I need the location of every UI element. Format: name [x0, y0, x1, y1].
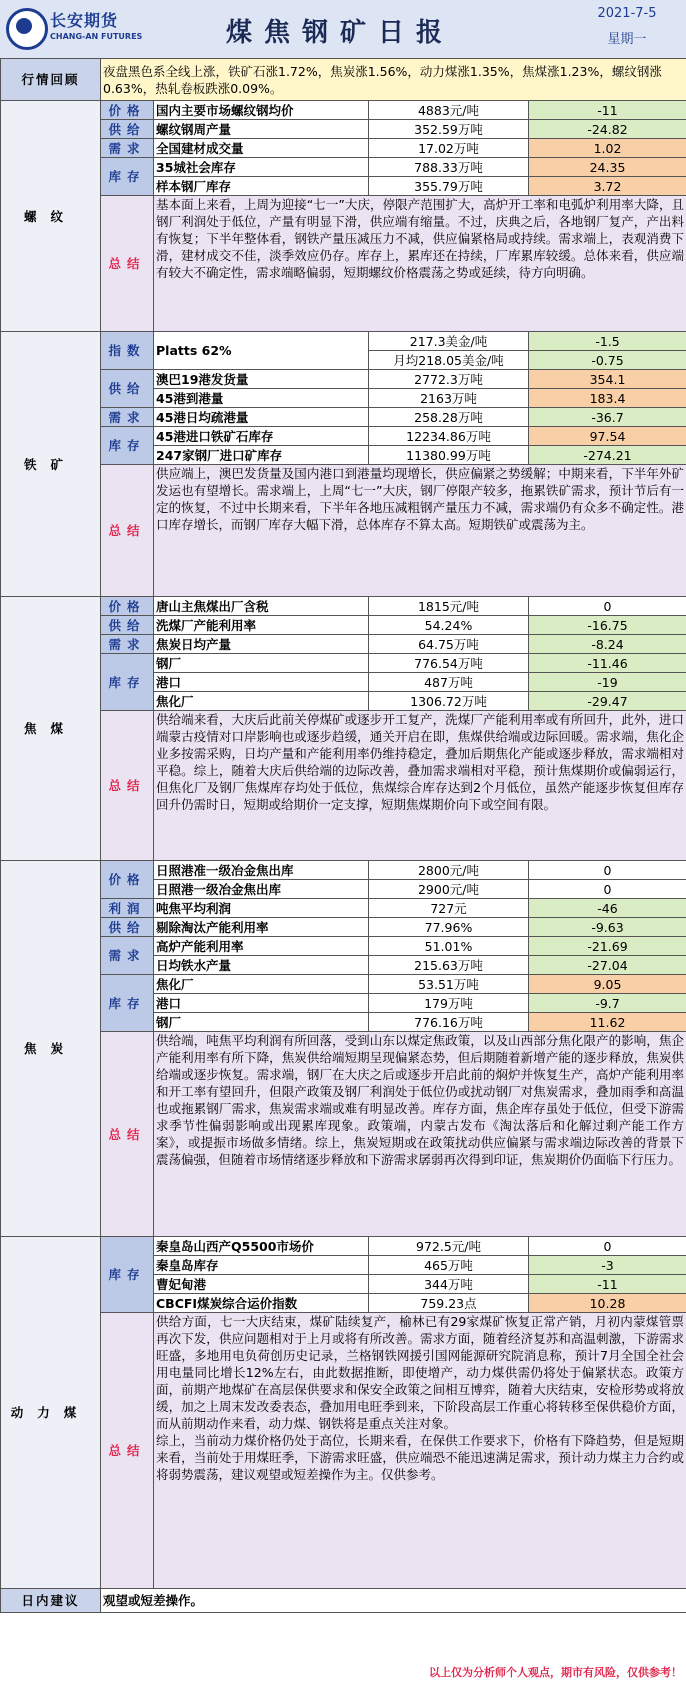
- rebar-summary-row: [1, 196, 686, 332]
- iron_ore-row: [1, 427, 686, 446]
- coke-indicator-value: 77.96%: [369, 918, 529, 937]
- coking_coal-summary-text: 供给端来看，大庆后此前关停煤矿或逐步开工复产，洗煤厂产能利用率或有所回升，此外，进口端蒙古疫情对口岸影响也或逐步趋缓，通关开启在即，焦煤供给端或边际回暖。需求端，焦化企业多按需采购，日均产量和产能利用率仍维持稳定，叠加后期焦化产能或逐步释放，需求端相对平稳。综上，随着大庆后供给端的边际改善，叠加需求端相对平稳，预计焦煤期价或偏弱运行，但焦化厂及钢厂焦煤库存均处于低位，焦煤综合库存达到2个月低位，虽然产能逐步恢复但库存回升仍需时日，短期或给期价一定支撑，短期焦煤期价向下或空间有限。: [154, 711, 686, 861]
- coking_coal-indicator-change: -8.24: [529, 635, 686, 654]
- iron_ore-category-label: 指数: [101, 332, 154, 370]
- coke-indicator-name: 高炉产能利用率: [154, 937, 369, 956]
- coking_coal-row: [1, 654, 686, 673]
- iron_ore-indicator-value: 217.3美金/吨: [369, 332, 529, 351]
- rebar-row: [1, 139, 686, 158]
- thermal_coal-indicator-change: 10.28: [529, 1294, 686, 1313]
- thermal_coal-indicator-value: 759.23点: [369, 1294, 529, 1313]
- coke-indicator-value: 53.51万吨: [369, 975, 529, 994]
- coke-indicator-name: 吨焦平均利润: [154, 899, 369, 918]
- iron_ore-section-name: 铁矿: [1, 332, 101, 597]
- rebar-indicator-value: 17.02万吨: [369, 139, 529, 158]
- coking_coal-indicator-change: -16.75: [529, 616, 686, 635]
- advice-label: 日内建议: [1, 1589, 101, 1613]
- rebar-row: [1, 158, 686, 177]
- rebar-indicator-name: 全国建材成交量: [154, 139, 369, 158]
- coking_coal-row: [1, 616, 686, 635]
- thermal_coal-indicator-name: 秦皇岛山西产Q5500市场价: [154, 1237, 369, 1256]
- rebar-indicator-value: 4883元/吨: [369, 101, 529, 120]
- thermal_coal-indicator-name: 秦皇岛库存: [154, 1256, 369, 1275]
- coking_coal-indicator-name: 唐山主焦煤出厂含税: [154, 597, 369, 616]
- iron_ore-indicator-change: -274.21: [529, 446, 686, 465]
- coke-indicator-value: 215.63万吨: [369, 956, 529, 975]
- thermal_coal-indicator-value: 344万吨: [369, 1275, 529, 1294]
- coking_coal-category-label: 需求: [101, 635, 154, 654]
- coking_coal-category-label: 库存: [101, 654, 154, 711]
- coke-indicator-name: 钢厂: [154, 1013, 369, 1032]
- coke-indicator-change: 0: [529, 880, 686, 899]
- report-weekday: 星期一: [607, 32, 647, 47]
- iron_ore-indicator-name: 45港到港量: [154, 389, 369, 408]
- thermal_coal-indicator-value: 972.5元/吨: [369, 1237, 529, 1256]
- thermal_coal-indicator-name: 曹妃甸港: [154, 1275, 369, 1294]
- iron_ore-row: [1, 408, 686, 427]
- coke-summary-label: 总结: [101, 1032, 154, 1237]
- thermal_coal-indicator-name: CBCFI煤炭综合运价指数: [154, 1294, 369, 1313]
- coking_coal-indicator-name: 焦化厂: [154, 692, 369, 711]
- iron_ore-summary-label: 总结: [101, 465, 154, 597]
- rebar-indicator-name: 螺纹钢周产量: [154, 120, 369, 139]
- iron_ore-indicator-name: 247家钢厂进口矿库存: [154, 446, 369, 465]
- coke-indicator-change: 9.05: [529, 975, 686, 994]
- coke-row: [1, 937, 686, 956]
- coke-indicator-value: 776.16万吨: [369, 1013, 529, 1032]
- coke-summary-row: [1, 1032, 686, 1237]
- rebar-summary-text: 基本面上来看，上周为迎接“七一”大庆，停限产范围扩大，高炉开工率和电弧炉利用率大降，且钢厂利润处于低位，产量有明显下滑，供应端有缩量。不过，庆典之后，各地钢厂复产，产出料有恢复；下半年整体看，钢铁产量压减压力不减，供应偏紧格局或持续。需求端上，表观消费下滑，建材成交不佳，淡季效应仍存。库存上，累库还在持续，厂库累库较缓。总体来看，供应端有较大不确定性，需求端略偏弱，短期螺纹价格震荡之势或延续，待方向明确。: [154, 196, 686, 332]
- coke-category-label: 库存: [101, 975, 154, 1032]
- coke-row: [1, 899, 686, 918]
- rebar-category-label: 库存: [101, 158, 154, 196]
- advice-text: 观望或短差操作。: [101, 1589, 686, 1613]
- logo-chinese-name: 长安期货: [50, 11, 119, 30]
- logo-mark-icon: [6, 8, 48, 50]
- thermal_coal-section-name: 动力煤: [1, 1237, 101, 1589]
- coke-indicator-value: 51.01%: [369, 937, 529, 956]
- rebar-indicator-change: 1.02: [529, 139, 686, 158]
- rebar-row: [1, 101, 686, 120]
- coke-indicator-change: -46: [529, 899, 686, 918]
- thermal_coal-indicator-change: -11: [529, 1275, 686, 1294]
- coke-indicator-name: 日照港准一级冶金焦出库: [154, 861, 369, 880]
- advice-row: [1, 1589, 686, 1613]
- coking_coal-indicator-value: 776.54万吨: [369, 654, 529, 673]
- coke-indicator-value: 179万吨: [369, 994, 529, 1013]
- coking_coal-indicator-change: 0: [529, 597, 686, 616]
- rebar-indicator-change: -24.82: [529, 120, 686, 139]
- iron_ore-category-label: 供给: [101, 370, 154, 408]
- rebar-indicator-change: -11: [529, 101, 686, 120]
- coke-indicator-change: 11.62: [529, 1013, 686, 1032]
- coking_coal-summary-row: [1, 711, 686, 861]
- iron_ore-indicator-value: 258.28万吨: [369, 408, 529, 427]
- coke-indicator-value: 2900元/吨: [369, 880, 529, 899]
- report-header: [0, 0, 686, 59]
- iron_ore-row: [1, 332, 686, 351]
- iron_ore-indicator-change: 183.4: [529, 389, 686, 408]
- thermal_coal-summary-label: 总结: [101, 1313, 154, 1589]
- coking_coal-indicator-value: 487万吨: [369, 673, 529, 692]
- coking_coal-indicator-value: 1306.72万吨: [369, 692, 529, 711]
- thermal_coal-summary-row: [1, 1313, 686, 1589]
- rebar-indicator-change: 3.72: [529, 177, 686, 196]
- market-review-label: 行情回顾: [1, 59, 101, 101]
- iron_ore-category-label: 库存: [101, 427, 154, 465]
- iron_ore-indicator-name: Platts 62%: [154, 332, 369, 370]
- coking_coal-indicator-change: -19: [529, 673, 686, 692]
- rebar-indicator-name: 国内主要市场螺纹钢均价: [154, 101, 369, 120]
- iron_ore-summary-text: 供应端上，澳巴发货量及国内港口到港量均现增长，供应偏紧之势缓解；中期来看，下半年外矿发运也有望增长。需求端上，上周“七一”大庆，钢厂停限产较多，拖累铁矿需求，预计节后有一定的恢复，不过中长期来看，下半年各地压减粗钢产量压力不减，需求端仍有众多不确定性。港口库存增长，而钢厂库存大幅下滑，总体库存不算太高。短期铁矿或震荡为主。: [154, 465, 686, 597]
- thermal_coal-indicator-change: 0: [529, 1237, 686, 1256]
- coking_coal-summary-label: 总结: [101, 711, 154, 861]
- iron_ore-indicator-change: -0.75: [529, 351, 686, 370]
- coke-indicator-name: 日均铁水产量: [154, 956, 369, 975]
- thermal_coal-summary-text: 供给方面，七一大庆结束，煤矿陆续复产，榆林已有29家煤矿恢复正常产销，月初内蒙煤管票再次下发，供应问题相对于上月或将有所改善。需求方面，随着经济复苏和高温刺激，下游需求旺盛，多地用电负荷创历史记录，兰格钢铁网援引国网能源研究院消息称，预计7月全国全社会用电量同比增长12%左右，由此数据推断，即使增产，动力煤供需仍将处于偏紧状态。政策方面，前期产地煤矿在高层保供要求和保安全政策之间相互博弈，随着大庆结束，安检形势或将放缓，加之上周末发改委表态，叠加用电旺季到来，下阶段高层工作重心将转移至保供稳价方面，而从前期动作来看，动力煤、钢铁将是重点关注对象。 综上，当前动力煤价格仍处于高位，长期来看，在保供工作要求下，价格有下降趋势，但是短期来看，当前处于用煤旺季，下游需求旺盛，供应端恐不能迅速满足需求，预计动力煤主力合约或将弱势震荡，建议观望或短差操作为主。仅供参考。: [154, 1313, 686, 1589]
- coke-indicator-change: 0: [529, 861, 686, 880]
- coking_coal-indicator-name: 焦炭日均产量: [154, 635, 369, 654]
- coke-row: [1, 861, 686, 880]
- iron_ore-indicator-value: 2772.3万吨: [369, 370, 529, 389]
- coke-indicator-change: -9.63: [529, 918, 686, 937]
- coking_coal-indicator-name: 洗煤厂产能利用率: [154, 616, 369, 635]
- coking_coal-indicator-change: -29.47: [529, 692, 686, 711]
- coking_coal-category-label: 价格: [101, 597, 154, 616]
- coke-section-name: 焦炭: [1, 861, 101, 1237]
- rebar-category-label: 供给: [101, 120, 154, 139]
- coke-category-label: 价格: [101, 861, 154, 899]
- disclaimer-footnote: 以上仅为分析师个人观点，期市有风险，仅供参考！: [429, 1666, 682, 1679]
- iron_ore-indicator-value: 12234.86万吨: [369, 427, 529, 446]
- report-title: 煤焦钢矿日报: [225, 18, 454, 48]
- coking_coal-row: [1, 635, 686, 654]
- coke-indicator-value: 727元: [369, 899, 529, 918]
- iron_ore-indicator-change: 354.1: [529, 370, 686, 389]
- coke-indicator-name: 剔除淘汰产能利用率: [154, 918, 369, 937]
- rebar-indicator-change: 24.35: [529, 158, 686, 177]
- thermal_coal-indicator-value: 465万吨: [369, 1256, 529, 1275]
- company-logo: [4, 4, 144, 52]
- iron_ore-row: [1, 370, 686, 389]
- coke-category-label: 利润: [101, 899, 154, 918]
- report-date: 2021-7-5: [597, 6, 657, 21]
- coking_coal-section-name: 焦煤: [1, 597, 101, 861]
- coking_coal-indicator-name: 钢厂: [154, 654, 369, 673]
- rebar-category-label: 价格: [101, 101, 154, 120]
- coke-indicator-change: -21.69: [529, 937, 686, 956]
- iron_ore-category-label: 需求: [101, 408, 154, 427]
- rebar-indicator-value: 788.33万吨: [369, 158, 529, 177]
- iron_ore-indicator-name: 澳巴19港发货量: [154, 370, 369, 389]
- report-table: [0, 58, 686, 1613]
- coke-summary-text: 供给端，吨焦平均利润有所回落，受到山东以煤定焦政策，以及山西部分焦化限产的影响，焦企产能利用率有所下降，焦炭供给端短期呈现偏紧态势，但后期随着新增产能的逐步释放，焦炭供给端或逐步恢复。需求端，钢厂在大庆之后或逐步开启此前的焖炉并恢复生产，高炉产能利用率和开工率有望回升，但限产政策及钢厂利润处于低位仍或扰动钢厂对焦炭需求，叠加雨季和高温也或拖累钢厂需求，焦炭需求端或难有明显改善。库存方面，焦企库存虽处于低位，但受下游需求季节性偏弱影响或出现累库现象。政策端，内蒙古发布《淘汰落后和化解过剩产能工作方案》，或提振市场做多情绪。综上，焦炭短期或在政策扰动供应偏紧与需求端边际改善的背景下震荡偏强，但随着市场情绪逐步释放和下游需求孱弱再次得到印证，焦炭期价仍面临下行压力。: [154, 1032, 686, 1237]
- coking_coal-indicator-name: 港口: [154, 673, 369, 692]
- coke-row: [1, 918, 686, 937]
- iron_ore-indicator-value: 11380.99万吨: [369, 446, 529, 465]
- coke-indicator-name: 港口: [154, 994, 369, 1013]
- coke-row: [1, 975, 686, 994]
- iron_ore-indicator-name: 45港进口铁矿石库存: [154, 427, 369, 446]
- iron_ore-indicator-change: -1.5: [529, 332, 686, 351]
- rebar-indicator-name: 35城社会库存: [154, 158, 369, 177]
- coke-indicator-change: -27.04: [529, 956, 686, 975]
- coking_coal-indicator-value: 1815元/吨: [369, 597, 529, 616]
- coking_coal-row: [1, 597, 686, 616]
- coking_coal-indicator-change: -11.46: [529, 654, 686, 673]
- coking_coal-category-label: 供给: [101, 616, 154, 635]
- market-review-text: 夜盘黑色系全线上涨，铁矿石涨1.72%，焦炭涨1.56%，动力煤涨1.35%，焦煤涨1.23%，螺纹钢涨0.63%，热轧卷板跌涨0.09%。: [101, 59, 686, 101]
- coke-category-label: 供给: [101, 918, 154, 937]
- iron_ore-indicator-change: 97.54: [529, 427, 686, 446]
- thermal_coal-category-label: 库存: [101, 1237, 154, 1313]
- rebar-section-name: 螺纹: [1, 101, 101, 332]
- rebar-summary-label: 总结: [101, 196, 154, 332]
- market-review-row: [1, 59, 686, 101]
- thermal_coal-indicator-change: -3: [529, 1256, 686, 1275]
- rebar-indicator-value: 352.59万吨: [369, 120, 529, 139]
- iron_ore-indicator-change: -36.7: [529, 408, 686, 427]
- iron_ore-indicator-value: 月均218.05美金/吨: [369, 351, 529, 370]
- coke-indicator-name: 焦化厂: [154, 975, 369, 994]
- thermal_coal-row: [1, 1237, 686, 1256]
- coke-indicator-value: 2800元/吨: [369, 861, 529, 880]
- coke-indicator-change: -9.7: [529, 994, 686, 1013]
- logo-english-name: CHANG-AN FUTURES: [50, 32, 143, 41]
- coke-category-label: 需求: [101, 937, 154, 975]
- iron_ore-indicator-name: 45港日均疏港量: [154, 408, 369, 427]
- iron_ore-summary-row: [1, 465, 686, 597]
- rebar-indicator-name: 样本钢厂库存: [154, 177, 369, 196]
- rebar-category-label: 需求: [101, 139, 154, 158]
- iron_ore-indicator-value: 2163万吨: [369, 389, 529, 408]
- coke-indicator-name: 日照港一级冶金焦出库: [154, 880, 369, 899]
- coking_coal-indicator-value: 64.75万吨: [369, 635, 529, 654]
- rebar-row: [1, 120, 686, 139]
- coking_coal-indicator-value: 54.24%: [369, 616, 529, 635]
- rebar-indicator-value: 355.79万吨: [369, 177, 529, 196]
